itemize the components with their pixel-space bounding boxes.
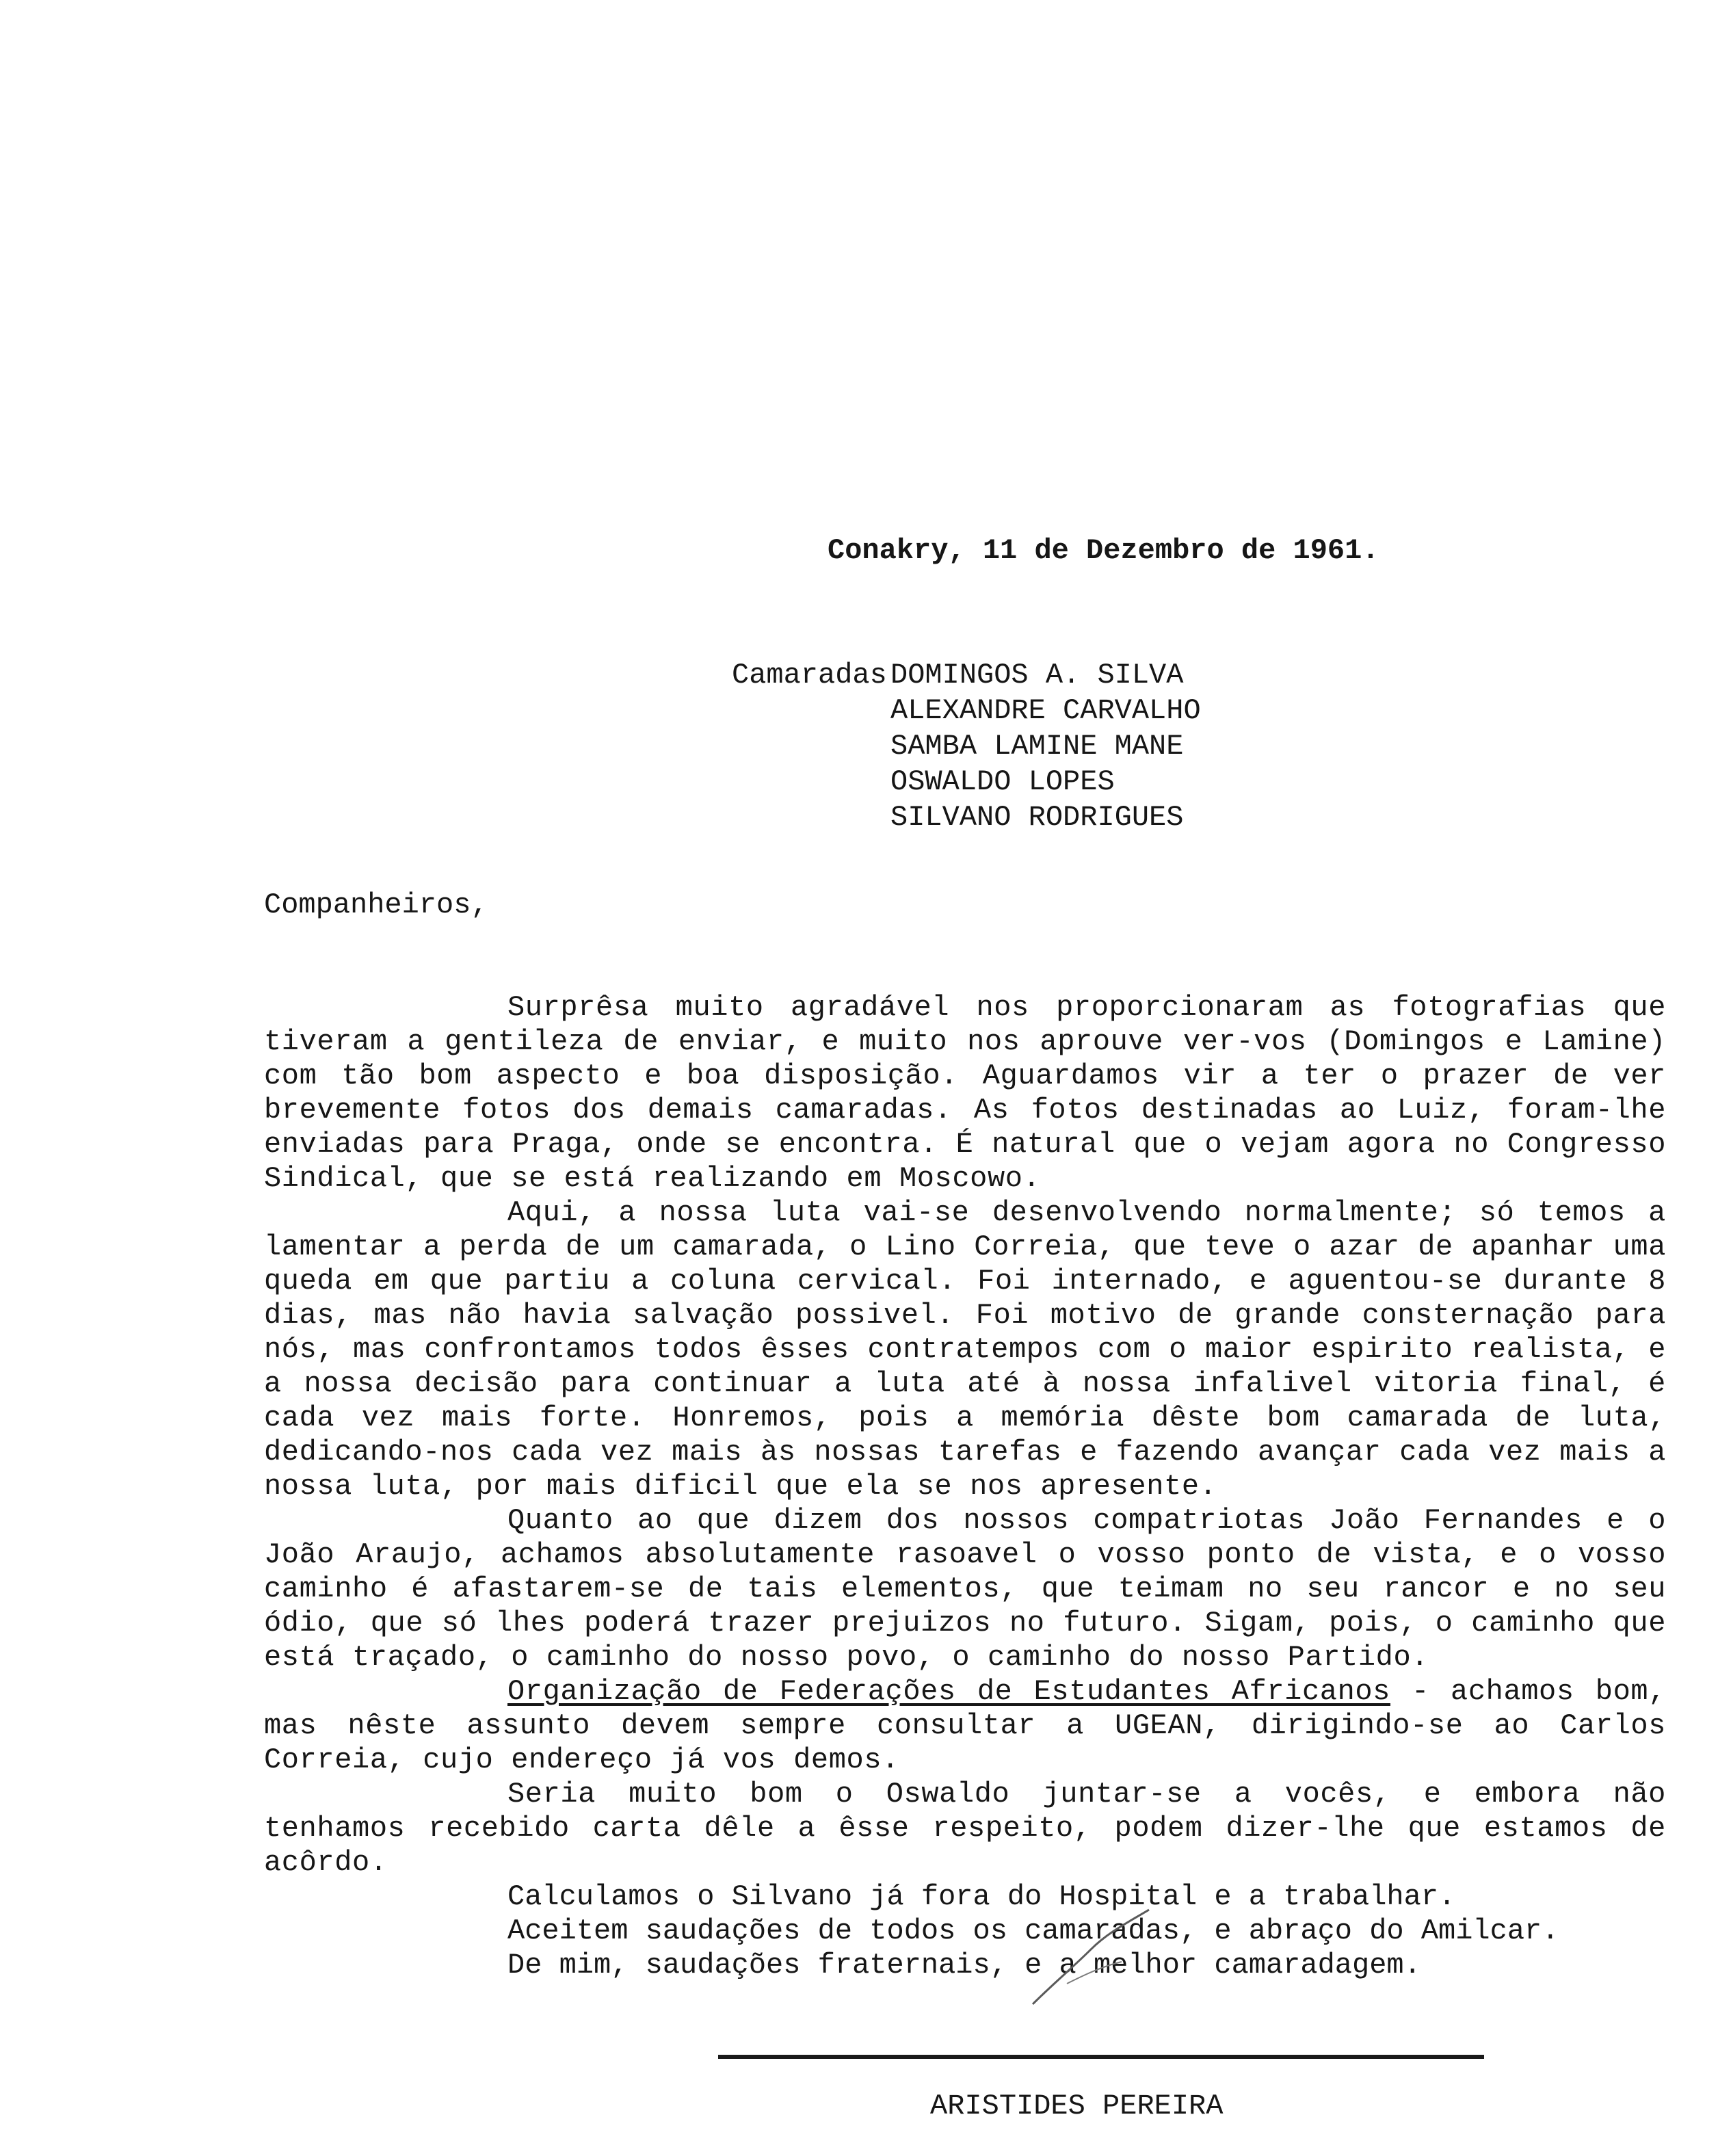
- signer-name: ARISTIDES PEREIRA: [930, 2090, 1224, 2122]
- federations-text: - achamos bom, mas nêste assunto devem sempre consultar a UGEAN, dirigindo-se ao Carlos Correia, cujo endereço já vos demos.: [264, 1675, 1666, 1776]
- signature-flourish: [1026, 1902, 1176, 2011]
- closing-line: Aceitem saudações de todos os camaradas, e abraço do Amilcar.: [507, 1915, 1559, 1947]
- paragraph-compatriots: Quanto ao que dizem dos nossos compatriotas João Fernandes e o João Araujo, achamos absolutamente rasoavel o vosso ponto de vista, e o vosso caminho é afastarem-se de tais elementos, que teimam no seu rancor e no seu ódio, que só lhes poderá trazer prejuizos no futuro. Sigam, pois, o caminho que está traçado, o caminho do nosso povo, o caminho do nosso Partido.: [264, 1504, 1666, 1674]
- salutation: Companheiros,: [264, 889, 488, 921]
- closing-line: Calculamos o Silvano já fora do Hospital e a trabalhar.: [507, 1880, 1456, 1913]
- recipient-line: [732, 658, 1347, 694]
- recipient-name: ALEXANDRE CARVALHO: [890, 694, 1201, 727]
- recipient-name: SILVANO RODRIGUES: [890, 801, 1184, 834]
- closing-lines: [264, 1880, 1666, 1982]
- federations-heading: Organização de Federações de Estudantes Africanos: [507, 1675, 1390, 1708]
- recipients-block: [732, 658, 1347, 836]
- paragraph-struggle: Aqui, a nossa luta vai-se desenvolvendo normalmente; só temos a lamentar a perda de um camarada, o Lino Correia, que teve o azar de apanhar uma queda em que partiu a coluna cervical. Foi internado, e aguentou-se durante 8 dias, mas não havia salvação possivel. Foi motivo de grande consternação para nós, mas confrontamos todos êsses contratempos com o maior espirito realista, e a nossa decisão para continuar a luta até à nossa infalivel vitoria final, é cada vez mais forte. Honremos, pois a memória dêste bom camarada de luta, dedicando-nos cada vez mais às nossas tarefas e fazendo avançar cada vez mais a nossa luta, por mais dificil que ela se nos apresente.: [264, 1196, 1666, 1503]
- recipient-line: [732, 800, 1347, 836]
- recipients-label: Camaradas: [732, 659, 887, 692]
- recipient-line: [732, 765, 1347, 800]
- letter-body: [264, 990, 1666, 1982]
- paragraph-oswaldo: Seria muito bom o Oswaldo juntar-se a vocês, e embora não tenhamos recebido carta dêle a êsse respeito, podem dizer-lhe que estamos de acôrdo.: [264, 1778, 1666, 1879]
- recipient-line: [732, 729, 1347, 765]
- recipient-name: OSWALDO LOPES: [890, 765, 1115, 798]
- signature-line: [718, 2055, 1484, 2059]
- paragraph-federations: [264, 1674, 1666, 1777]
- recipient-name: DOMINGOS A. SILVA: [890, 659, 1184, 692]
- recipient-line: [732, 694, 1347, 729]
- closing-line: De mim, saudações fraternais, e a melhor camaradagem.: [507, 1949, 1421, 1982]
- paragraph-photos: Surprêsa muito agradável nos proporcionaram as fotografias que tiveram a gentileza de enviar, e muito nos aprouve ver-vos (Domingos e Lamine) com tão bom aspecto e boa disposição. Aguardamos vir a ter o prazer de ver brevemente fotos dos demais camaradas. As fotos destinadas ao Luiz, foram-lhe enviadas para Praga, onde se encontra. É natural que o vejam agora no Congresso Sindical, que se está realizando em Moscowo.: [264, 991, 1666, 1195]
- date-line: Conakry, 11 de Dezembro de 1961.: [828, 534, 1379, 567]
- recipient-name: SAMBA LAMINE MANE: [890, 730, 1184, 763]
